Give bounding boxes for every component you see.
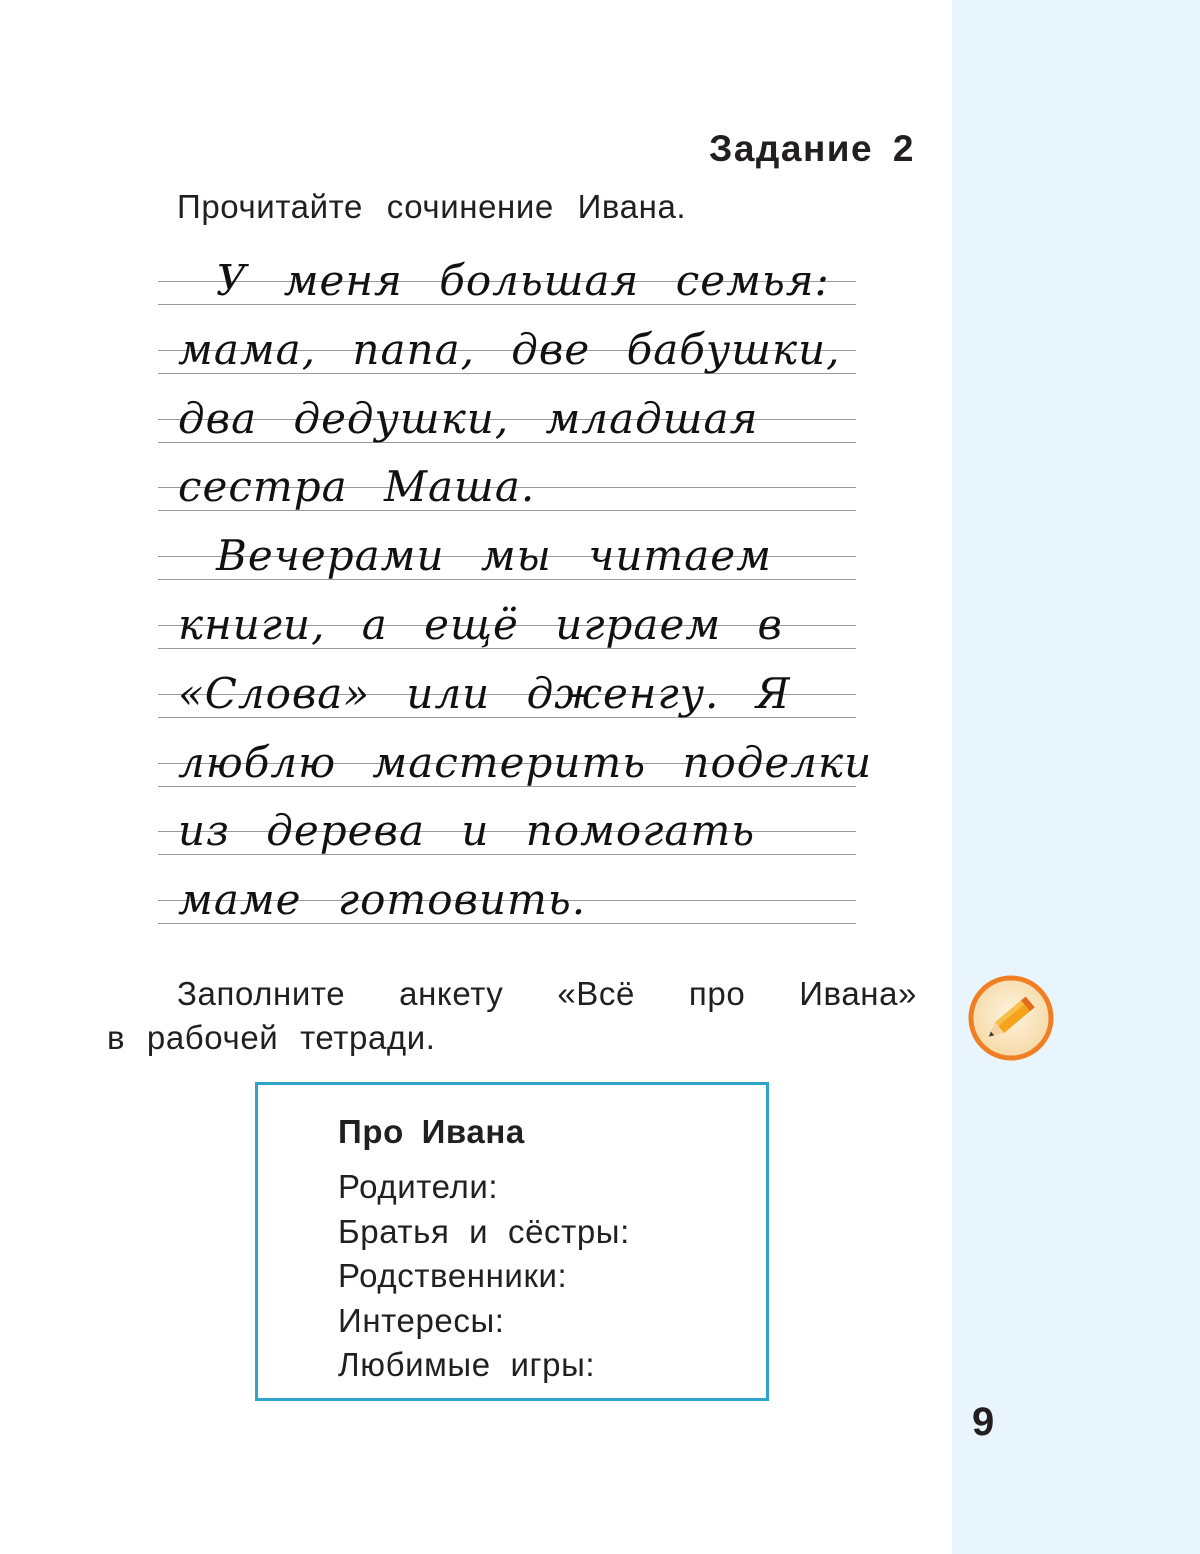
page-number: 9 [972,1400,995,1444]
card-field: Родственники: [338,1257,568,1294]
ivan-info-card [255,1082,769,1401]
essay-line [158,732,873,801]
essay-line-text: книги, а ещё играем в [178,599,783,649]
essay-line-text: Вечерами мы читаем [216,531,772,581]
essay-line-text: люблю мастерить поделки [178,737,873,787]
instruction-text: Прочитайте сочинение Ивана. [177,188,687,225]
essay-handwriting [158,250,873,938]
card-title: Про Ивана [338,1113,525,1150]
essay-line [158,388,856,457]
essay-line [158,525,856,594]
essay-line [158,250,856,319]
essay-line [158,800,856,869]
essay-line-text: два дедушки, младшая [178,393,759,443]
essay-line-text: У меня большая семья: [216,256,830,305]
page-sidebar [952,0,1200,1554]
essay-line-text: из дерева и помогать [178,806,756,856]
essay-line-text: маме готовить. [178,875,587,925]
essay-line [158,594,856,663]
essay-line [158,456,856,525]
card-field: Интересы: [338,1301,505,1339]
pencil-icon [966,973,1056,1063]
essay-line-text: «Слова» или дженгу. Я [178,668,791,718]
essay-line [158,663,856,732]
essay-line [158,319,856,388]
essay-line-text: мама, папа, две бабушки, [178,324,841,374]
assignment-line-1: Заполните анкету «Всё про Ивана» [177,975,917,1012]
card-field: Братья и сёстры: [338,1212,630,1250]
essay-line-text: сестра Маша. [178,462,536,512]
card-fields [338,1165,630,1388]
essay-line [158,869,856,938]
card-field: Родители: [338,1168,499,1205]
assignment-text [107,972,917,1060]
assignment-line-2: в рабочей тетради. [107,1019,436,1056]
card-field: Любимые игры: [338,1346,596,1383]
task-title: Задание 2 [709,128,915,169]
